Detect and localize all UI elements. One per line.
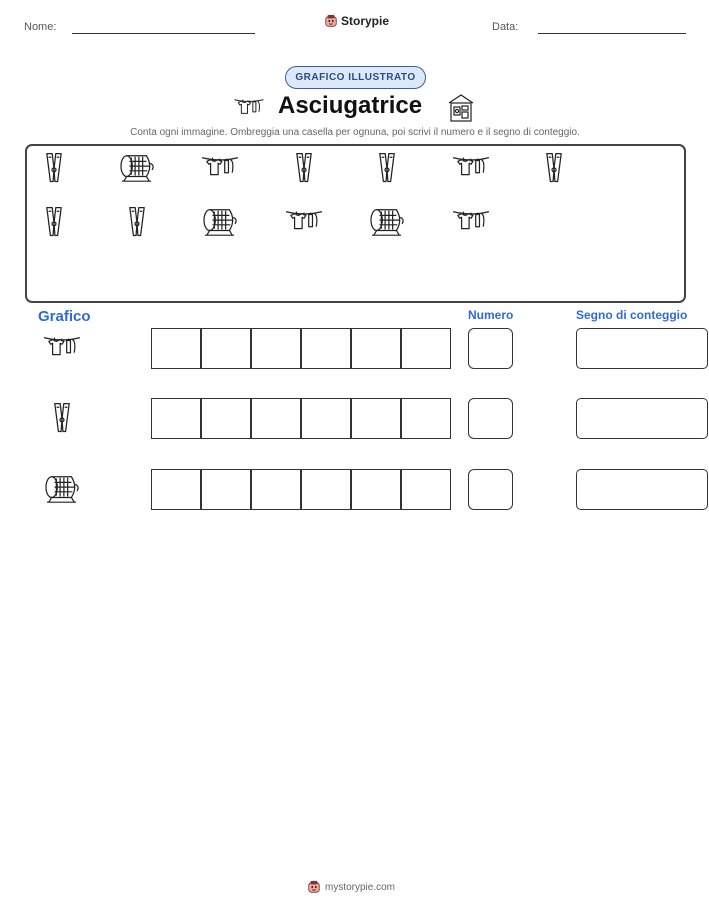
clothesline-icon xyxy=(201,152,239,184)
graph-box[interactable] xyxy=(401,469,451,510)
clothesline-icon xyxy=(43,332,81,364)
dryer-icon xyxy=(368,206,406,238)
dryer-icon xyxy=(43,473,81,505)
graph-box[interactable] xyxy=(401,398,451,439)
graph-box[interactable] xyxy=(301,398,351,439)
graph-box[interactable] xyxy=(351,328,401,369)
date-label: Data: xyxy=(492,21,519,33)
name-line[interactable] xyxy=(72,33,255,34)
clothespin-icon xyxy=(45,152,63,184)
dryer-icon xyxy=(118,152,156,184)
clothespin-icon xyxy=(45,206,63,238)
number-heading: Numero xyxy=(468,308,514,322)
graph-box[interactable] xyxy=(301,469,351,510)
graph-box[interactable] xyxy=(251,398,301,439)
clothesline-icon xyxy=(452,152,490,184)
clothesline-icon xyxy=(285,206,323,238)
footer xyxy=(307,880,395,894)
graph-box[interactable] xyxy=(151,328,201,369)
clothespin-icon xyxy=(545,152,563,184)
instructions: Conta ogni immagine. Ombreggia una casella per ognuna, poi scrivi il numero e il segno di conteggio. xyxy=(130,127,580,138)
tally-box[interactable] xyxy=(576,469,708,510)
number-box[interactable] xyxy=(468,469,513,510)
graph-box[interactable] xyxy=(151,469,201,510)
graph-box[interactable] xyxy=(251,328,301,369)
laundry-room-icon xyxy=(446,93,476,123)
page-title: Asciugatrice xyxy=(278,92,423,119)
graph-box[interactable] xyxy=(251,469,301,510)
tally-box[interactable] xyxy=(576,398,708,439)
graph-box[interactable] xyxy=(351,469,401,510)
clothesline-icon xyxy=(232,95,266,121)
clothespin-icon xyxy=(295,152,313,184)
tally-heading: Segno di conteggio xyxy=(576,308,688,322)
graph-box[interactable] xyxy=(401,328,451,369)
number-box[interactable] xyxy=(468,398,513,439)
clothesline-icon xyxy=(452,206,490,238)
storypie-mascot-icon xyxy=(307,880,321,894)
graph-heading: Grafico xyxy=(38,308,91,325)
brand-logo xyxy=(324,14,389,28)
dryer-icon xyxy=(201,206,239,238)
graph-box[interactable] xyxy=(201,398,251,439)
name-label: Nome: xyxy=(24,21,57,33)
graph-box[interactable] xyxy=(351,398,401,439)
graph-box[interactable] xyxy=(201,469,251,510)
clothespin-icon xyxy=(128,206,146,238)
storypie-mascot-icon xyxy=(324,14,338,28)
footer-url[interactable]: mystorypie.com xyxy=(325,881,396,893)
graph-box[interactable] xyxy=(301,328,351,369)
clothespin-icon xyxy=(378,152,396,184)
date-line[interactable] xyxy=(538,33,686,34)
graph-box[interactable] xyxy=(201,328,251,369)
chart-type-badge: GRAFICO ILLUSTRATO xyxy=(285,66,426,89)
brand-name: Storypie xyxy=(341,14,390,28)
graph-box[interactable] xyxy=(151,398,201,439)
number-box[interactable] xyxy=(468,328,513,369)
tally-box[interactable] xyxy=(576,328,708,369)
clothespin-icon xyxy=(53,402,71,434)
